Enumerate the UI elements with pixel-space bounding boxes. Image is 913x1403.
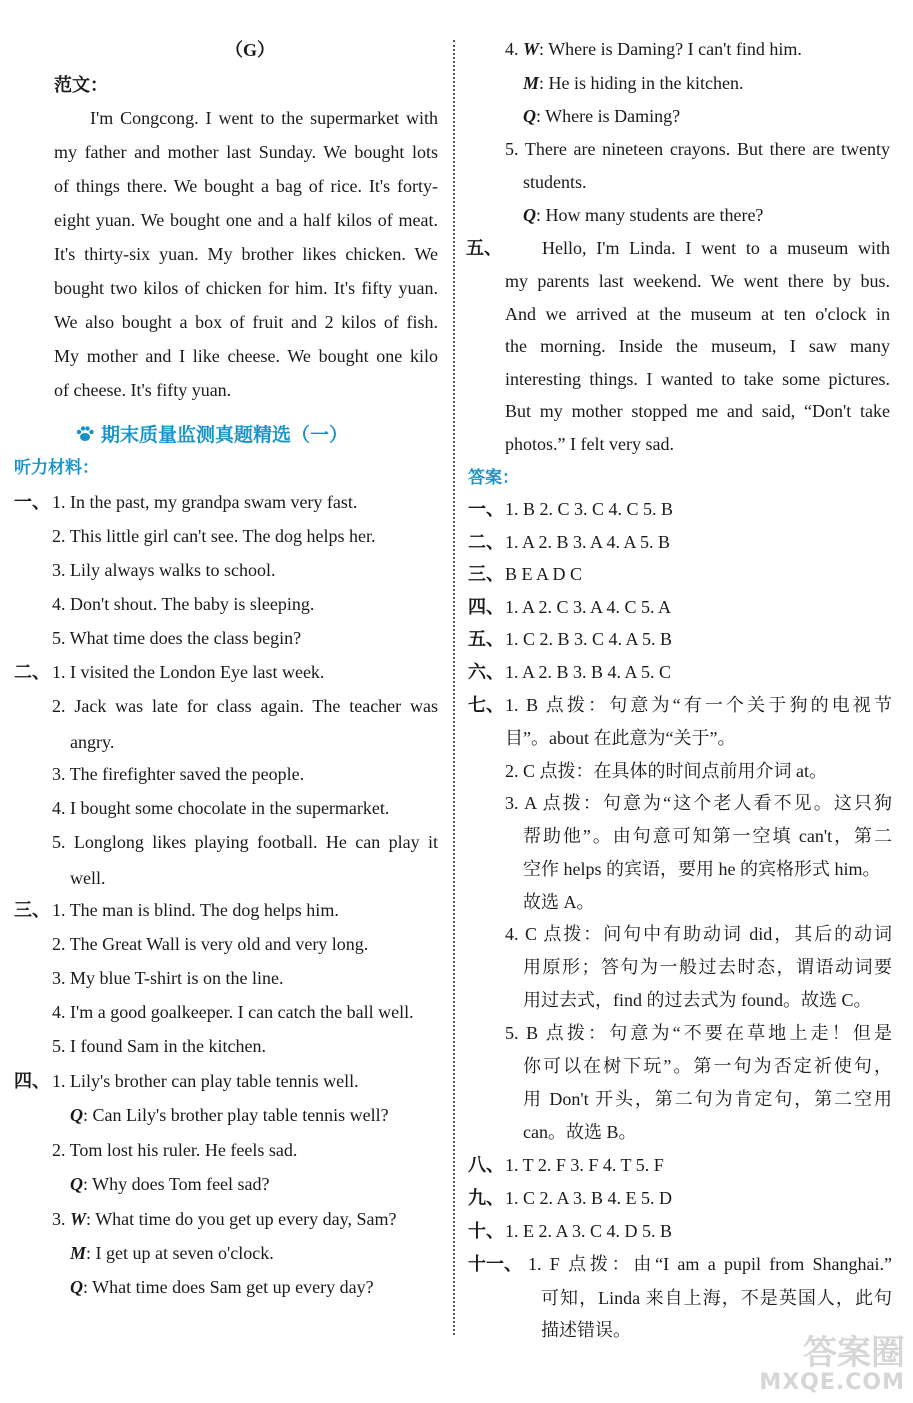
line-text: 4. I'm a good goalkeeper. I can catch the ball well. xyxy=(52,1002,414,1022)
answer-line: 1. A 2. B 3. B 4. A 5. C xyxy=(505,662,672,682)
listening-line xyxy=(52,762,304,786)
listening-line xyxy=(52,592,314,616)
passage-line: my parents last weekend. We went there by bus. xyxy=(505,271,890,291)
speaker-label: Q xyxy=(70,1277,83,1297)
line-text: : I get up at seven o'clock. xyxy=(86,1243,274,1263)
answer-line: 1. A 2. C 3. A 4. C 5. A xyxy=(505,597,672,617)
answer-line: 1. T 2. F 3. F 4. T 5. F xyxy=(505,1155,664,1175)
listening-line xyxy=(523,71,743,95)
passage-line: photos.” I felt very sad. xyxy=(505,434,674,454)
line-text: 4. Don't shout. The baby is sleeping. xyxy=(52,594,315,614)
listening-line xyxy=(70,866,106,890)
line-text: : What time do you get up every day, Sam? xyxy=(86,1209,397,1229)
question-number: 三、 xyxy=(14,900,50,920)
listening-line xyxy=(52,796,389,820)
line-text: students. xyxy=(523,172,587,192)
line-text: : How many students are there? xyxy=(536,205,764,225)
line-text: 2. Jack was late for class again. The teacher was xyxy=(52,696,438,716)
essay-line: It's thirty-six yuan. My brother likes chicken. We xyxy=(54,244,438,264)
line-text: 1. In the past, my grandpa swam very fast. xyxy=(52,492,358,512)
answer-section-number: 八、 xyxy=(468,1155,504,1175)
listening-line xyxy=(52,1000,414,1024)
line-text: 2. Tom lost his ruler. He feels sad. xyxy=(52,1140,298,1160)
line-text: : Where is Daming? I can't find him. xyxy=(539,39,802,59)
watermark xyxy=(759,1335,905,1395)
answer-line: 故选 A。 xyxy=(523,892,595,912)
listening-line xyxy=(52,1069,359,1093)
exam-section-title xyxy=(75,422,348,448)
answer-line: 1. B 2. C 3. C 4. C 5. B xyxy=(505,499,674,519)
essay-line: bought two kilos of chicken for him. It's fifty yuan. xyxy=(54,278,438,298)
answers-label: 答案： xyxy=(468,468,519,488)
answer-line: 1. B 点拨：句意为“有一个关于狗的电视节 xyxy=(505,695,892,715)
answer-line: B E A D C xyxy=(505,564,583,584)
watermark-url: MXQE.COM xyxy=(759,1370,905,1395)
listening-line xyxy=(52,932,368,956)
listening-line xyxy=(505,37,802,61)
speaker-label: M xyxy=(523,73,540,93)
listening-line xyxy=(505,137,890,161)
listening-line xyxy=(523,203,763,227)
paw-icon xyxy=(75,424,95,444)
question-number: 一、 xyxy=(14,492,50,512)
answer-section-number: 二、 xyxy=(468,532,504,552)
speaker-label: Q xyxy=(70,1105,83,1125)
essay-line: We also bought a box of fruit and 2 kilos of fish. xyxy=(54,312,438,332)
line-text: : He is hiding in the kitchen. xyxy=(539,73,744,93)
question-number: 四、 xyxy=(14,1071,50,1091)
listening-line xyxy=(523,104,680,128)
line-text: angry. xyxy=(70,732,115,752)
line-text: 1. The man is blind. The dog helps him. xyxy=(52,900,339,920)
line-text: 3. My blue T-shirt is on the line. xyxy=(52,968,284,988)
listening-line xyxy=(52,660,324,684)
line-number: 4. xyxy=(505,39,523,59)
line-text: : Where is Daming? xyxy=(536,106,681,126)
line-text: 3. The firefighter saved the people. xyxy=(52,764,305,784)
line-text: 3. xyxy=(52,1209,70,1229)
listening-line xyxy=(52,1034,266,1058)
speaker-label: Q xyxy=(523,205,536,225)
answer-section-number: 五、 xyxy=(468,629,504,649)
answer-line: 5. B 点拨：句意为“不要在草地上走！但是 xyxy=(505,1023,892,1043)
passage-number: 五、 xyxy=(466,238,502,258)
answer-line: 用 Don't 开头，第二句为肯定句，第二空用 xyxy=(523,1089,892,1109)
passage-line: And we arrived at the museum at ten o'clock in xyxy=(505,304,890,324)
line-text: : What time does Sam get up every day? xyxy=(83,1277,374,1297)
answer-line: 3. A 点拨：句意为“这个老人看不见。这只狗 xyxy=(505,793,892,813)
line-text: There are nineteen crayons. But there are twenty xyxy=(524,139,890,159)
answer-line: can。故选 B。 xyxy=(523,1122,637,1142)
essay-line: eight yuan. We bought one and a half kilos of meat. xyxy=(54,210,438,230)
listening-line xyxy=(52,966,284,990)
listening-line xyxy=(70,1103,389,1127)
answer-section-number: 七、 xyxy=(468,695,504,715)
answer-line: 2. C 点拨：在具体的时间点前用介词 at。 xyxy=(505,761,827,781)
listening-line xyxy=(52,490,357,514)
listening-line xyxy=(70,1275,374,1299)
listening-line xyxy=(52,626,301,650)
answer-line: 4. C 点拨：问句中有助动词 did，其后的动词 xyxy=(505,924,892,944)
listening-line xyxy=(70,1241,274,1265)
passage-line: interesting things. I wanted to take some pictures. xyxy=(505,369,890,389)
listening-line xyxy=(523,170,587,194)
answer-line: 1. C 2. A 3. B 4. E 5. D xyxy=(505,1188,673,1208)
answer-section-number: 十一、 xyxy=(468,1254,522,1274)
answer-line: 1. C 2. B 3. C 4. A 5. B xyxy=(505,629,673,649)
passage-line: the morning. Inside the museum, I saw many xyxy=(505,336,890,356)
line-number: 5. xyxy=(505,139,525,159)
line-text: : Why does Tom feel sad? xyxy=(83,1174,270,1194)
line-text: 5. What time does the class begin? xyxy=(52,628,302,648)
answer-section-number: 三、 xyxy=(468,564,504,584)
listening-line xyxy=(52,1207,396,1231)
line-text: 5. I found Sam in the kitchen. xyxy=(52,1036,266,1056)
line-text: 1. I visited the London Eye last week. xyxy=(52,662,325,682)
listening-line xyxy=(52,558,275,582)
answer-line: 用原形；答句为一般过去时态，谓语动词要 xyxy=(523,957,892,977)
essay-line: I'm Congcong. I went to the supermarket with xyxy=(90,108,438,128)
passage-line: But my mother stopped me and said, “Don't take xyxy=(505,401,890,421)
answer-line: 1. F 点拨：由“I am a pupil from Shanghai.” xyxy=(528,1254,892,1274)
question-number: 二、 xyxy=(14,662,50,682)
listening-line xyxy=(52,830,438,854)
listening-line xyxy=(52,1138,297,1162)
answer-line: 描述错误。 xyxy=(541,1320,631,1340)
answer-section-number: 六、 xyxy=(468,662,504,682)
answer-section-number: 十、 xyxy=(468,1221,504,1241)
listening-line xyxy=(70,730,114,754)
watermark-text: 答案圈 xyxy=(803,1333,905,1373)
line-text: 4. I bought some chocolate in the supermarket. xyxy=(52,798,390,818)
answer-line: 目”。about 在此意为“关于”。 xyxy=(505,728,736,748)
answer-line: 1. E 2. A 3. C 4. D 5. B xyxy=(505,1221,673,1241)
section-heading: （G） xyxy=(225,40,276,60)
answer-line: 用过去式，find 的过去式为 found。故选 C。 xyxy=(523,990,872,1010)
speaker-label: W xyxy=(70,1209,87,1229)
speaker-label: Q xyxy=(70,1174,83,1194)
answer-section-number: 四、 xyxy=(468,597,504,617)
answer-line: 空作 helps 的宾语，要用 he 的宾格形式 him。 xyxy=(523,859,881,879)
answer-line: 1. A 2. B 3. A 4. A 5. B xyxy=(505,532,671,552)
line-text: 2. The Great Wall is very old and very long. xyxy=(52,934,369,954)
answer-section-number: 九、 xyxy=(468,1188,504,1208)
essay-line: my father and mother last Sunday. We bought lots xyxy=(54,142,438,162)
line-text: 2. This little girl can't see. The dog helps her. xyxy=(52,526,376,546)
answer-section-number: 一、 xyxy=(468,499,504,519)
answer-line: 帮助他”。由句意可知第一空填 can't，第二 xyxy=(523,826,892,846)
speaker-label: Q xyxy=(523,106,536,126)
essay-line: My mother and I like cheese. We bought one kilo xyxy=(54,346,438,366)
listening-line xyxy=(52,524,376,548)
answer-line: 可知，Linda 来自上海，不是英国人，此句 xyxy=(541,1288,892,1308)
line-text: : Can Lily's brother play table tennis well? xyxy=(83,1105,389,1125)
model-essay-label: 范文： xyxy=(54,75,108,95)
speaker-label: W xyxy=(523,39,540,59)
answer-line: 你可以在树下玩”。第一句为否定祈使句， xyxy=(523,1056,892,1076)
exam-section-title-text: 期末质量监测真题精选（一） xyxy=(101,424,349,446)
speaker-label: M xyxy=(70,1243,87,1263)
line-text: 1. Lily's brother can play table tennis well. xyxy=(52,1071,359,1091)
column-divider xyxy=(453,40,455,1335)
line-text: 3. Lily always walks to school. xyxy=(52,560,276,580)
listening-line xyxy=(52,694,438,718)
line-text: well. xyxy=(70,868,106,888)
listening-line xyxy=(52,898,339,922)
essay-line: of things there. We bought a bag of rice. It's forty- xyxy=(54,176,438,196)
listening-label: 听力材料： xyxy=(14,458,99,478)
essay-line: of cheese. It's fifty yuan. xyxy=(54,380,232,400)
passage-line: Hello, I'm Linda. I went to a museum with xyxy=(542,238,890,258)
listening-line xyxy=(70,1172,270,1196)
line-text: 5. Longlong likes playing football. He can play it xyxy=(52,832,438,852)
